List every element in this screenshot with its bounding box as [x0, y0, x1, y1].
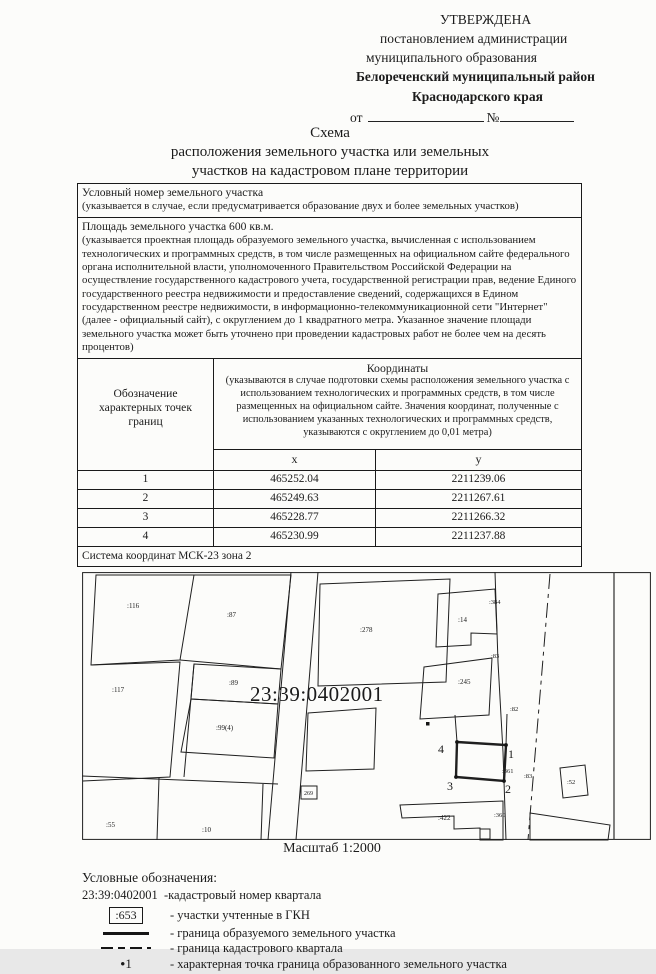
parcel-384-label: :384 [489, 599, 501, 606]
point-number-glyph: 1 [125, 955, 132, 971]
legend-item-text: - граница кадастрового квартала [170, 940, 343, 955]
point-number-cell: 1 [78, 471, 214, 489]
approval-line: УТВЕРЖДЕНА [440, 12, 532, 27]
approval-line: постановлением администрации [380, 31, 568, 47]
coords-header-cell [214, 359, 581, 470]
point-number-cell: 4 [78, 528, 214, 546]
legend-symbol-cell [82, 932, 170, 935]
area-row [78, 218, 581, 359]
table-row [78, 490, 581, 509]
parcel-116-outline [91, 575, 194, 665]
point-3-dot [454, 775, 458, 779]
cadastral-map-drawing [82, 572, 651, 840]
parcel-number-box-symbol: :653 [109, 907, 142, 923]
parcel-82-label: :82 [510, 706, 519, 713]
parcel-89-label: :89 [229, 679, 238, 687]
legend-symbol-cell [82, 947, 170, 950]
title-line-3: участков на кадастровом плане территории [191, 163, 469, 180]
parcel-52-label: :52 [567, 779, 576, 786]
map-scale-label: Масштаб 1:2000 [283, 841, 381, 856]
parcel-87-label: :87 [227, 611, 236, 619]
legend-quarter-text: -кадастровый номер квартала [163, 888, 322, 903]
title-line-1: Схема [310, 125, 350, 141]
legend-symbol-cell [82, 956, 170, 974]
formed-parcel-connector-lines [455, 714, 507, 745]
legend-item-characteristic-point [82, 956, 642, 974]
approval-line: Краснодарского края [412, 88, 543, 104]
y-column-header: у [475, 451, 482, 466]
table-row [78, 509, 581, 528]
parcel-87-outline [180, 575, 291, 669]
table-row [78, 528, 581, 547]
conditional-number-note: (указывается в случае, если предусматривается образование двух и более земельных участков) [82, 200, 519, 213]
parcel-245-label: :245 [458, 678, 471, 686]
xy-header-row [214, 449, 581, 470]
road-parcel-83-label: :83 [524, 773, 533, 780]
parcel-99-4-label: :99(4) [216, 724, 234, 732]
block-boundary-line [495, 572, 506, 840]
parcel-116-label: :116 [127, 602, 140, 610]
legend-quarter-line [82, 888, 642, 903]
legend-item-text: - участки учтенные в ГКН [170, 907, 310, 922]
point-number-cell: 3 [78, 509, 214, 527]
legend-item-text: - характерная точка граница образованного земельного участка [170, 957, 507, 972]
legend-item-text: - граница образуемого земельного участка [170, 925, 396, 940]
street-right-line [296, 572, 318, 840]
small-structure-mark [426, 722, 430, 726]
number-blank [500, 108, 574, 122]
parcel-55-10-divider [157, 778, 159, 840]
small-building-box [480, 829, 490, 839]
street-left-line [268, 572, 291, 840]
point-2-label: 2 [505, 782, 511, 796]
area-value-line: Площадь земельного участка 600 кв.м. [82, 219, 274, 233]
dashed-line-symbol [101, 947, 151, 950]
x-value-cell: 465230.99 [214, 528, 376, 546]
y-value-cell: 2211266.32 [451, 511, 506, 523]
parcel-55-label: :55 [106, 821, 115, 829]
parcel-422-outline [400, 801, 503, 840]
parcel-422-label: :422 [438, 814, 451, 822]
x-value-cell: 465252.04 [214, 471, 376, 489]
point-symbol [120, 956, 132, 974]
approval-block [340, 10, 640, 127]
point-4-label: 4 [438, 742, 444, 756]
area-note: (указывается проектная площадь образуемого земельного участка, вычисленная с использованием технологических и программных средств, в том числе размещенных на официальном сайте федерального органа исполнительной власти, уполномоченного Правительством Российской Федерации на осуществление государственного кадастрового учета, государственной регистрации прав, ведение Единого государственного реестра недвижимости и предоставление сведений, содержащихся в Едином государственном реестре недвижимости, в информационно-телекоммуникационной сети "Интернет" (далее - официальный сайт), с округлением до 1 квадратного метра. Указанное значение площади земельного участка может быть уточнено при проведении кадастровых работ не более чем на десять процентов) [82, 234, 577, 354]
page-title [60, 124, 600, 182]
parcel-10-right-line [261, 784, 263, 840]
number-label: № [486, 109, 500, 125]
legend-item-formed-boundary [82, 926, 642, 941]
parcel-360-label: :360 [494, 812, 506, 819]
parcel-361-label: :361 [502, 768, 514, 775]
solid-line-symbol [103, 932, 149, 935]
parcel-117-label: :117 [112, 686, 125, 694]
title-line-2: расположения земельного участка или земельных [170, 144, 490, 161]
parcel-14-label: :14 [458, 616, 467, 624]
parcel-269-label: 269 [304, 791, 313, 797]
y-value-cell: 2211267.61 [451, 492, 506, 504]
parcel-278-outline [318, 579, 450, 686]
x-value-cell: 465249.63 [214, 490, 376, 508]
parcel-info-table [77, 183, 582, 567]
coordinate-system-note: Система координат МСК-23 зона 2 [82, 549, 252, 562]
legend-title: Условные обозначения: [82, 870, 218, 885]
from-label: от [350, 109, 363, 125]
x-value-cell: 465228.77 [214, 509, 376, 527]
approval-line: муниципального образования [366, 50, 537, 66]
legend [82, 870, 642, 974]
parcel-117-outline [83, 662, 180, 781]
quarter-boundary-dashed-line [528, 574, 550, 840]
parcel-278-label: :278 [360, 626, 373, 634]
legend-quarter-number: 23:39:0402001 [82, 888, 158, 903]
coords-note-cell [214, 359, 581, 449]
bottom-right-parcel-outline [530, 813, 610, 840]
formed-parcel-boundary [456, 742, 506, 781]
approval-line: Белореченский муниципальный район [356, 69, 595, 85]
points-header-cell: Обозначение характерных точек границ [78, 359, 214, 470]
date-blank [368, 108, 484, 122]
point-1-label: 1 [508, 747, 514, 761]
parcel-83-label: :83 [491, 653, 500, 660]
point-number-cell: 2 [78, 490, 214, 508]
cadastral-map [82, 572, 651, 840]
y-value-cell: 2211239.06 [451, 473, 506, 485]
coords-header-row [78, 359, 581, 471]
conditional-number-row [78, 184, 581, 218]
point-dot-glyph: • [120, 956, 126, 973]
coords-note: (указываются в случае подготовки схемы расположения земельного участка с использованием технологических и программных средств, в том числе размещенных на официальном сайте. Значения координат, полученные с использованием указанных технологических и программных средств, указываются с округлением до 0,01 метра) [225, 375, 570, 438]
parcel-10-label: :10 [202, 826, 211, 834]
legend-item-quarter-boundary [82, 941, 642, 956]
parcel-245-outline [420, 658, 492, 719]
legend-item-gkn-parcels [82, 907, 642, 923]
y-value-cell: 2211237.88 [451, 530, 506, 542]
unlabeled-parcel-outline [306, 708, 376, 771]
x-column-header: х [214, 450, 376, 470]
point-3-label: 3 [447, 779, 453, 793]
conditional-number-label: Условный номер земельного участка [82, 186, 264, 199]
coords-title: Координаты [366, 360, 429, 375]
legend-symbol-cell [82, 907, 170, 923]
table-row [78, 471, 581, 490]
point-4-dot [455, 740, 459, 744]
quarter-number-map-label: 23:39:0402001 [250, 682, 384, 706]
map-frame [83, 573, 651, 840]
